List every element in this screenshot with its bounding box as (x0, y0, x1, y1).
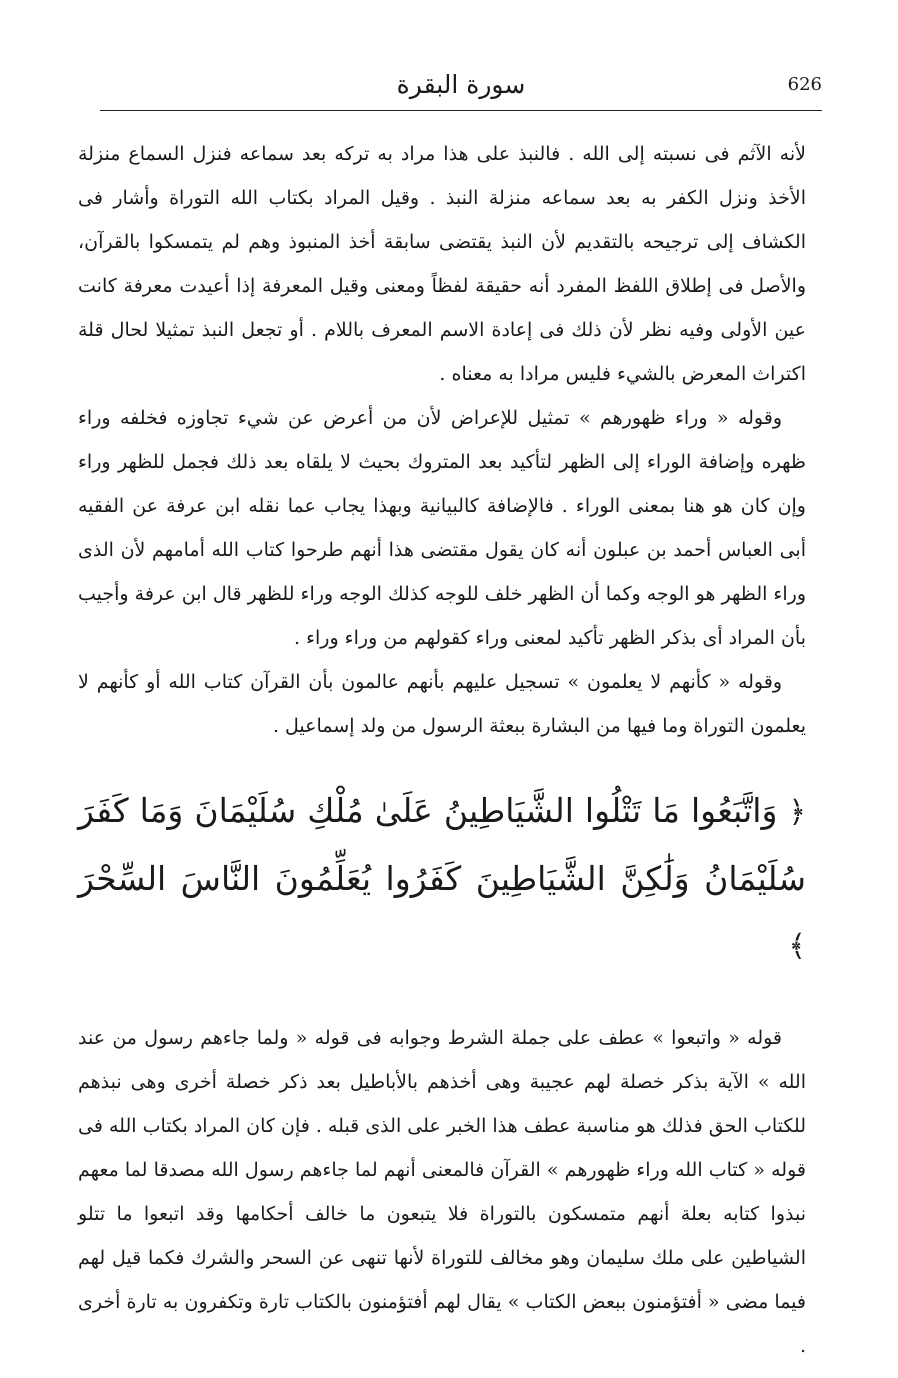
verse-open-bracket: ﴿ (788, 795, 807, 830)
paragraph: قوله « واتبعوا » عطف على جملة الشرط وجوابه فى قوله « ولما جاءهم رسول من عند الله » الآية بذكر خصلة لهم عجيبة وهى أخذهم بالأباطيل بعد ذكر خصلة أخرى وهى نبذهم للكتاب الحق فذلك هو مناسبة عطف هذا الخبر على الذى قبله . فإن كان المراد بكتاب الله فى قوله « كتاب الله وراء ظهورهم » القرآن فالمعنى أنهم لما جاءهم رسول الله مصدقا لما معهم نبذوا كتابه بعلة أنهم متمسكون بالتوراة فلا يتبعون ما خالف أحكامها وقد اتبعوا ما تتلو الشياطين على ملك سليمان وهو مخالف للتوراة لأنها تنهى عن السحر والشرك فكما قيل لهم فيما مضى « أفتؤمنون ببعض الكتاب » يقال لهم أفتؤمنون بالكتاب تارة وتكفرون به تارة أخرى . (78, 1027, 806, 1357)
page-header (100, 66, 822, 106)
paragraph: وقوله « كأنهم لا يعلمون » تسجيل عليهم بأنهم عالمون بأن القرآن كتاب الله أو كأنهم لا يعلمون التوراة وما فيها من البشارة ببعثة الرسول من ولد إسماعيل . (78, 671, 806, 737)
paragraph: لأنه الآثم فى نسبته إلى الله . فالنبذ على هذا مراد به تركه بعد سماعه فنزل السماع منزلة الأخذ ونزل الكفر به بعد سماعه منزلة النبذ . وقيل المراد بكتاب الله التوراة وأشار فى الكشاف إلى ترجيحه بالتقديم لأن النبذ يقتضى سابقة أخذ المنبوذ وهم لم يتمسكوا بالقرآن، والأصل فى إطلاق اللفظ المفرد أنه حقيقة لفظاً ومعنى وقيل المعرفة إذا أعيدت معرفة كانت عين الأولى وفيه نظر لأن ذلك فى إعادة الاسم المعرف باللام . أو تجعل النبذ تمثيلا لحال قلة اكتراث المعرض بالشيء فليس مرادا به معناه . (78, 143, 806, 385)
verse-text: وَاتَّبَعُوا مَا تَتْلُوا الشَّيَاطِينُ عَلَىٰ مُلْكِ سُلَيْمَانَ وَمَا كَفَرَ سُلَيْمَانُ وَلَٰكِنَّ الشَّيَاطِينَ كَفَرُوا يُعَلِّمُونَ النَّاسَ السِّحْرَ (78, 791, 806, 898)
paragraph: وقوله « وراء ظهورهم » تمثيل للإعراض لأن من أعرض عن شيء تجاوزه فخلفه وراء ظهره وإضافة الوراء إلى الظهر لتأكيد بعد المتروك بحيث لا يلقاه بعد ذلك فجمل للظهر وراء وإن كان هو هنا بمعنى الوراء . فالإضافة كالبيانية وبهذا يجاب عما نقله ابن عرفة عن الفقيه أبى العباس أحمد بن عبلون أنه كان يقول مقتضى هذا أنهم طرحوا كتاب الله أمامهم لأن الذى وراء الظهر هو الوجه وكما أن الظهر خلف للوجه كذلك الوجه وراء للظهر قال ابن عرفة وأجيب بأن المراد أى بذكر الظهر تأكيد لمعنى وراء كقولهم من وراء وراء . (78, 407, 806, 649)
quran-verse (78, 778, 806, 980)
page-number: 626 (787, 74, 822, 95)
verse-close-bracket: ﴾ (788, 929, 806, 964)
header-divider (100, 110, 822, 111)
surah-title: سورة البقرة (396, 70, 526, 99)
page-content (78, 132, 806, 1368)
